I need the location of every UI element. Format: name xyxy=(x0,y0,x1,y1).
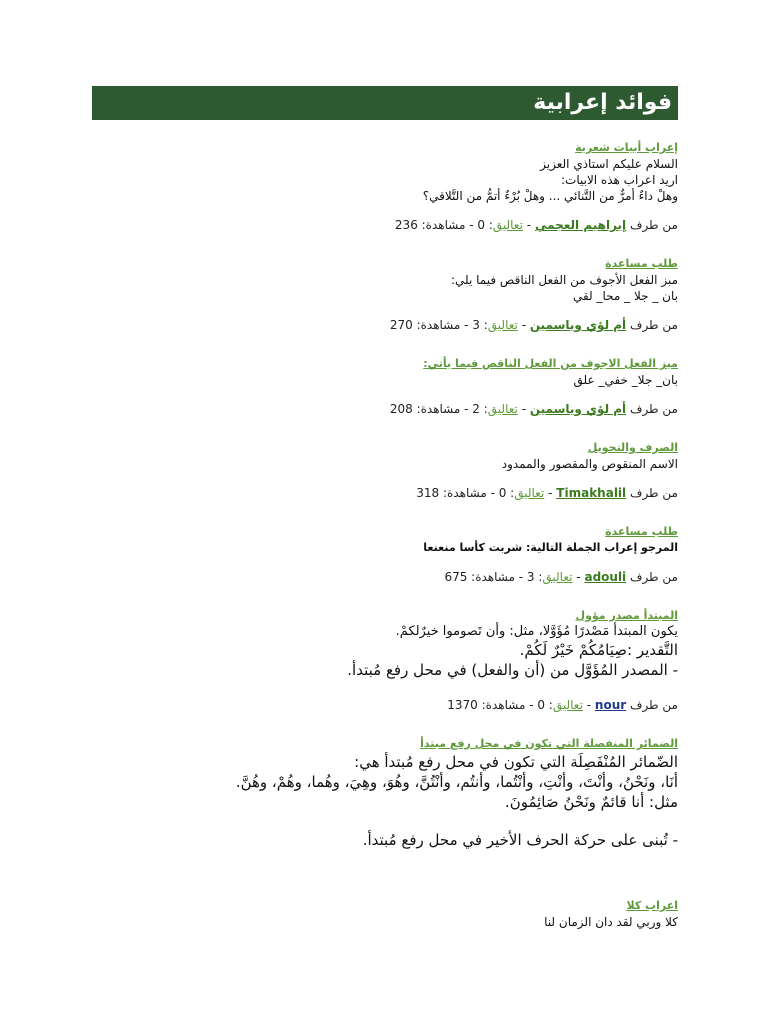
meta-by: من طرف xyxy=(630,570,678,584)
comments-count: : 0 xyxy=(477,218,493,232)
author-link[interactable]: أم لؤي وياسمين xyxy=(529,402,627,416)
views-count: - مشاهدة: 208 xyxy=(389,402,473,416)
post xyxy=(92,436,678,500)
post xyxy=(92,520,678,584)
author-link[interactable]: adouli xyxy=(584,570,627,584)
views-count: - مشاهدة: 1370 xyxy=(447,698,538,712)
post-title-link[interactable]: ميز الفعل الاجوف من الفعل الناقص فيما يأتي: xyxy=(423,357,678,370)
post-line: السلام عليكم استاذي العزيز xyxy=(540,157,678,171)
meta-by: من طرف xyxy=(630,486,678,500)
post-title-link[interactable]: الضمائر المنفصلة التي تكون في محل رفع مبتدأ xyxy=(420,737,678,750)
page-header xyxy=(92,86,678,120)
meta-separator: - xyxy=(548,486,553,500)
post-line: المرجو إعراب الجملة التالية: شربت كأسا منعنعا xyxy=(423,541,678,554)
comments-link[interactable]: تعاليق xyxy=(542,570,573,584)
comments-count: : 0 xyxy=(498,486,515,500)
views-count: - مشاهدة: 318 xyxy=(416,486,499,500)
post-title-link[interactable]: طلب مساعدة xyxy=(605,525,678,538)
views-count: - مشاهدة: 675 xyxy=(444,570,527,584)
post-line: - المصدر المُؤَوَّل من (أن والفعل) في محل رفع مُبتدأ. xyxy=(347,661,678,679)
post-meta xyxy=(92,218,678,232)
comments-link[interactable]: تعاليق xyxy=(492,218,523,232)
post xyxy=(92,136,678,232)
post-line xyxy=(92,812,678,830)
meta-separator: - xyxy=(521,402,527,416)
author-link[interactable]: nour xyxy=(594,698,627,712)
meta-by: من طرف xyxy=(630,318,678,332)
post-title-link[interactable]: إعراب أبيات شعرية xyxy=(575,141,678,154)
post xyxy=(92,252,678,332)
author-link[interactable]: إبراهيم العجمي xyxy=(534,218,627,232)
meta-by: من طرف xyxy=(630,402,678,416)
post-line: مبز الفعل الأجوف من الفعل الناقص فيما يلي: xyxy=(450,273,678,287)
post xyxy=(92,604,678,712)
meta-separator: - xyxy=(526,218,532,232)
post-meta xyxy=(92,486,678,500)
post-title-link[interactable]: اعراب كلا xyxy=(626,899,678,912)
post-line: أنَا، ونَحْنُ، وأنْتَ، وأنْتِ، وأنْتُما، وأنتُم، وأنْتُنَّ، وهُوَ، وهِيَ، وهُما، وهُمْ، وهُنَّ. xyxy=(235,773,678,791)
meta-by: من طرف xyxy=(630,218,678,232)
meta-by: من طرف xyxy=(630,698,678,712)
post-line: مثل: أنا قائمٌ ونَحْنُ صَائِمُونَ. xyxy=(504,793,678,811)
post-meta xyxy=(92,698,678,712)
comments-link[interactable]: تعاليق xyxy=(514,486,545,500)
post-line: بان_ جلا_ خفي_ علق xyxy=(573,373,678,387)
comments-link[interactable]: تعاليق xyxy=(552,698,583,712)
post xyxy=(92,352,678,416)
post-line: - تُبنى على حركة الحرف الأخير في محل رفع مُبتدأ. xyxy=(362,831,678,849)
comments-count: : 3 xyxy=(526,570,543,584)
meta-separator: - xyxy=(586,698,592,712)
post-line: الاسم المنقوص والمقصور والممدود xyxy=(501,457,678,471)
meta-separator: - xyxy=(576,570,581,584)
meta-separator: - xyxy=(521,318,527,332)
post-title-link[interactable]: الصرف والتحويل xyxy=(587,441,678,454)
post-meta xyxy=(92,570,678,584)
page xyxy=(92,86,678,930)
post-title-link[interactable]: طلب مساعدة xyxy=(605,257,678,270)
post-line: التَّقدير :صِيَامُكُمْ خَيْرٌ لَكُمْ. xyxy=(519,641,678,659)
views-count: - مشاهدة: 236 xyxy=(394,218,478,232)
post xyxy=(92,894,678,930)
post-line: كلا وربي لقد دان الزمان لنا xyxy=(544,915,678,929)
comments-link[interactable]: تعاليق xyxy=(487,402,518,416)
post-meta xyxy=(92,402,678,416)
comments-count: : 2 xyxy=(472,402,488,416)
post-line: وهلْ داءٌ أمرٌّ من التَّنائي ... وهلْ بُرْءٌ أتمُّ من التَّلاقي؟ xyxy=(422,189,678,203)
post-meta xyxy=(92,318,678,332)
comments-link[interactable]: تعاليق xyxy=(487,318,518,332)
views-count: - مشاهدة: 270 xyxy=(389,318,473,332)
comments-count: : 3 xyxy=(472,318,488,332)
post-line: اريد اعراب هذه الابيات: xyxy=(560,173,678,187)
post-line: يكون المبتدأ مَصْدرًا مُؤَوَّلا، مثل: وأن تَصوموا خيرٌلكمْ. xyxy=(395,624,678,639)
page-title: فوائد إعرابية xyxy=(533,90,672,115)
author-link[interactable]: Timakhalil xyxy=(556,486,627,500)
post-line: الضّمائر المُنْفَصِلَة التي تكون في محل رفع مُبتدأ هي: xyxy=(354,753,678,771)
post-line: بان _ جلا _ محا_ لقي xyxy=(572,289,678,303)
post xyxy=(92,732,678,850)
author-link[interactable]: أم لؤي وياسمين xyxy=(529,318,627,332)
post-title-link[interactable]: المبتدأ مصدر مؤول xyxy=(575,609,678,622)
comments-count: : 0 xyxy=(537,698,553,712)
